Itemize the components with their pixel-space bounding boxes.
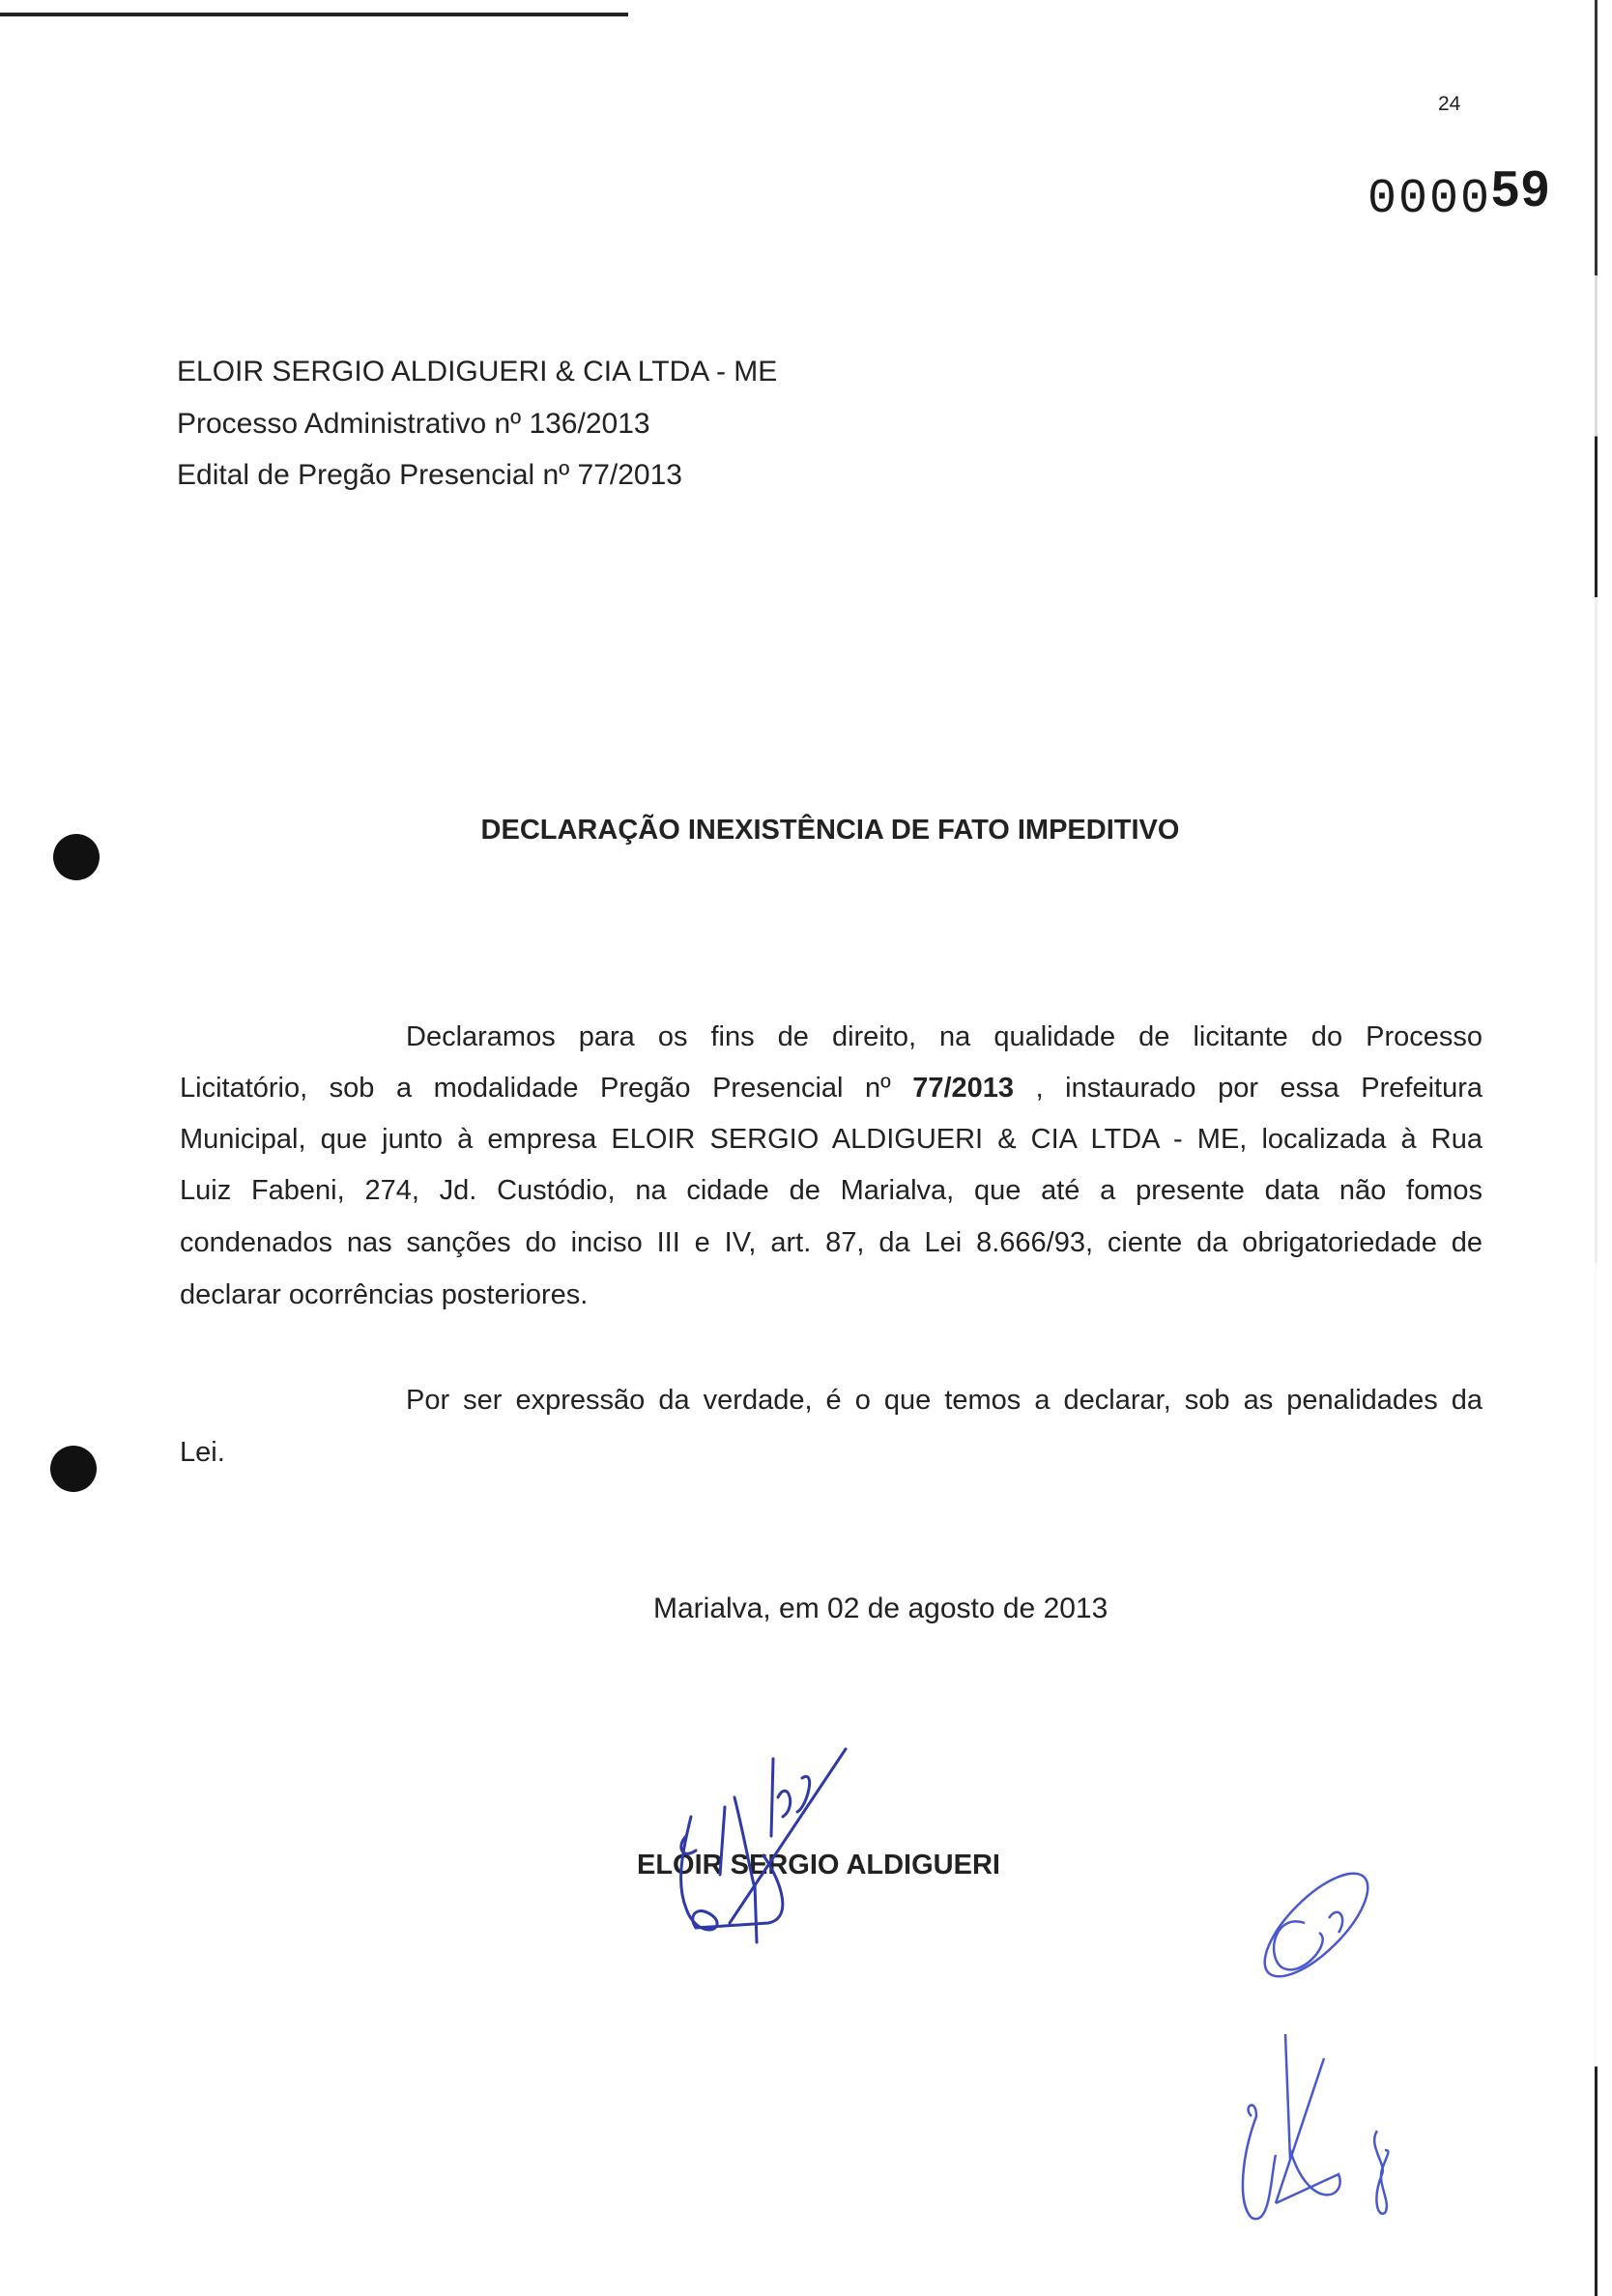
company-name: ELOIR SERGIO ALDIGUERI & CIA LTDA - ME [177, 356, 778, 387]
closing-line: Lei. [180, 1437, 225, 1468]
signatory-name: ELOIR SERGIO ALDIGUERI [637, 1850, 1000, 1880]
edital-number: Edital de Pregão Presencial nº 77/2013 [177, 459, 682, 491]
body-line: Luiz Fabeni, 274, Jd. Custódio, na cidade de Marialva, que até a presente data não fomos [180, 1175, 1482, 1206]
body-line: Municipal, que junto à empresa ELOIR SERGIO ALDIGUERI & CIA LTDA - ME, localizada à Rua [180, 1124, 1482, 1155]
date-place: Marialva, em 02 de agosto de 2013 [653, 1593, 1108, 1624]
scan-top-border [0, 13, 628, 16]
body-line: Licitatório, sob a modalidade Pregão Presencial nº 77/2013 , instaurado por essa Prefeitura [180, 1073, 1482, 1104]
closing-line: Por ser expressão da verdade, é o que temos a declarar, sob as penalidades da [406, 1385, 1482, 1416]
declaration-title: DECLARAÇÃO INEXISTÊNCIA DE FATO IMPEDITIVO [480, 815, 1180, 846]
bold-edital-number: 77/2013 [912, 1073, 1015, 1104]
scan-right-border [1595, 0, 1598, 2296]
punch-hole [50, 1446, 97, 1492]
initials-mark [1247, 1865, 1392, 2000]
body-line: declarar ocorrências posteriores. [180, 1279, 589, 1310]
body-line: Declaramos para os fins de direito, na qualidade de licitante do Processo [406, 1021, 1482, 1052]
page-stamp-number: 000059 [1367, 161, 1551, 227]
process-number: Processo Administrativo nº 136/2013 [177, 408, 650, 440]
initials-mark [1232, 2029, 1406, 2232]
page-number: 24 [1438, 93, 1461, 115]
body-line: condenados nas sanções do inciso III e IV, art. 87, da Lei 8.666/93, ciente da obrigatoriedade de [180, 1227, 1482, 1258]
handwritten-signature [657, 1739, 889, 1952]
